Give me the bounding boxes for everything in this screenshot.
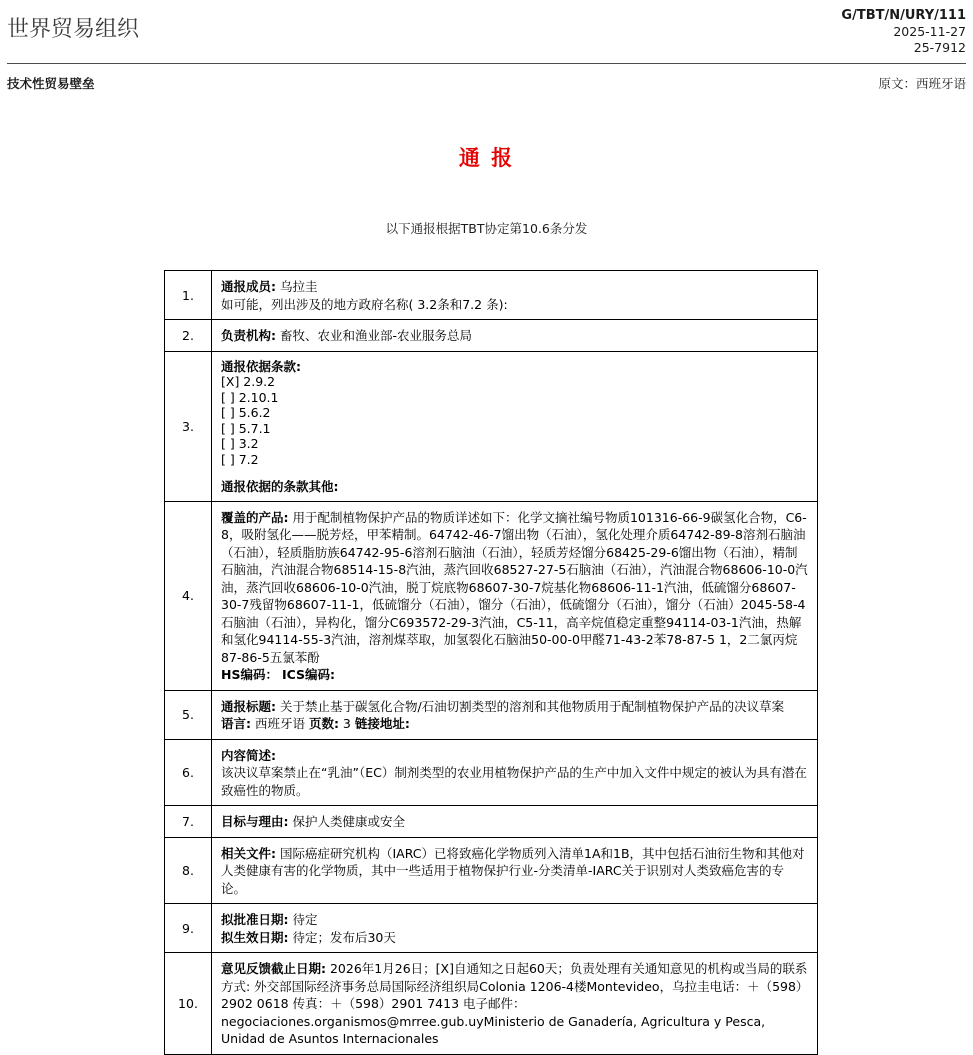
text-line: [221, 479, 808, 495]
field-value: 3: [338, 716, 355, 731]
field-value: 用于配制植物保护产品的物质详述如下：化学文摘社编号物质101316-66-9碳氢化合物，C6-8，吸附氢化——脱芳烃，甲苯精制。64742-46-7馏出物（石油），氢化处理介质64742-89-8溶剂石脑油（石油），轻质脂肪族64742-95-6溶剂石脑油（石油），轻质芳烃馏分68425-29-6馏出物（石油），精制石脑油，汽油混合物68514-15-8汽油，蒸汽回收68527-27-5石脑油（石油），汽油混合物68606-10-0汽油，蒸汽回收68606-10-0汽油，脱丁烷底物68607-30-7烷基化物68606-11-1汽油，低硫馏分68607-30-7残留物68607-11-1，低硫馏分（石油），馏分（石油），低硫馏分（石油），馏分（石油）2045-58-4石脑油（石油），异构化，馏分C693572-29-3汽油，C5-11，高辛烷值稳定重整94114-03-1汽油，热解和氢化94114-55-3汽油，溶剂煤萃取，加氢裂化石脑油50-00-0甲醛71-43-2苯78-87-5 1，2二氯丙烷87-86-5五氯苯酚: [221, 509, 808, 665]
text-line: [221, 960, 808, 1048]
field-value: 国际癌症研究机构（IARC）已将致癌化学物质列入清单1A和1B，其中包括石油衍生物和其他对人类健康有害的化学物质，其中一些适用于植物保护行业-分类清单-IARC关于识别对人类致癌危害的专论。: [221, 845, 805, 896]
field-value: [ ] 5.6.2: [221, 405, 271, 420]
field-label: 页数:: [308, 716, 339, 731]
text-line: [221, 296, 808, 314]
text-line: [221, 715, 808, 733]
page-title: 通 报: [458, 146, 515, 170]
table-row: [165, 904, 818, 953]
field-label: 拟批准日期:: [221, 912, 289, 927]
table-row: [165, 690, 818, 739]
row-number: 3.: [165, 351, 212, 501]
row-number: 10.: [165, 953, 212, 1055]
field-value: 2026年1月26日；[X]自通知之日起60天；负责处理有关通知意见的机构或当局的联系方式: 外交部国际经济事务总局国际经济组织局Colonia 1206-4楼Montevideo，乌拉圭电话：＋（598）2902 0618 传真：＋（598）2901 7413 电子邮件：negociaciones.organismos@mrree.gub.uyMinisterio de Ganadería, Agricultura y Pesca, Unidad de Asuntos Internacionales: [221, 961, 808, 1046]
field-label: 拟生效日期:: [221, 929, 289, 945]
field-label: 链接地址:: [354, 716, 410, 731]
field-value: [ ] 5.7.1: [221, 420, 271, 436]
field-label: 通报依据条款:: [221, 358, 301, 374]
field-value: 该决议草案禁止在“乳油”（EC）制剂类型的农业用植物保护产品的生产中加入文件中规定的被认为具有潜在致癌性的物质。: [221, 765, 807, 798]
field-value: 待定: [288, 912, 318, 927]
field-value: [ ] 3.2: [221, 436, 259, 451]
header-top-row: [7, 8, 966, 56]
header-sub-row: [7, 74, 966, 92]
text-line: [221, 390, 808, 406]
row-content: [212, 739, 818, 806]
table-row: [165, 351, 818, 501]
blank-line: [221, 467, 808, 479]
text-line: [221, 747, 808, 765]
row-content: [212, 501, 818, 690]
row-number: 5.: [165, 690, 212, 739]
row-content: [212, 690, 818, 739]
text-line: [221, 929, 808, 947]
distribution-note: 以下通报根据TBT协定第10.6条分发: [385, 221, 588, 236]
row-content: [212, 806, 818, 838]
text-line: [221, 764, 808, 799]
field-label: 语言:: [221, 716, 251, 731]
field-label: 通报依据的条款其他:: [221, 479, 339, 494]
text-line: [221, 405, 808, 421]
document-symbol: G/TBT/N/URY/111: [841, 8, 966, 23]
field-label: 通报成员:: [221, 279, 276, 294]
text-line: [221, 845, 808, 898]
document-date: 2025-11-27: [893, 24, 966, 39]
field-value: 西班牙语: [251, 716, 309, 731]
field-label: 意见反馈截止日期:: [221, 961, 326, 976]
document-header: [7, 8, 966, 92]
row-number: 6.: [165, 739, 212, 806]
row-number: 9.: [165, 904, 212, 953]
organization-title: 世界贸易组织: [7, 17, 140, 42]
field-label: 负责机构:: [221, 328, 276, 343]
text-line: [221, 813, 808, 831]
original-language: 原文：西班牙语: [878, 76, 966, 91]
field-value: 保护人类健康或安全: [288, 814, 405, 829]
field-label: 内容简述:: [221, 747, 276, 763]
row-number: 4.: [165, 501, 212, 690]
table-row: [165, 837, 818, 904]
row-number: 8.: [165, 837, 212, 904]
field-value: 畜牧、农业和渔业部-农业服务总局: [276, 328, 472, 343]
field-label: 目标与理由:: [221, 814, 289, 829]
row-content: [212, 351, 818, 501]
text-line: [221, 666, 808, 684]
table-row: [165, 953, 818, 1055]
row-number: 1.: [165, 271, 212, 320]
field-value: 关于禁止基于碳氢化合物/石油切割类型的溶剂和其他物质用于配制植物保护产品的决议草案: [276, 698, 785, 714]
field-value: 如可能，列出涉及的地方政府名称( 3.2条和7.2 条):: [221, 296, 508, 312]
text-line: [221, 421, 808, 437]
field-label: 覆盖的产品:: [221, 509, 289, 525]
field-label: 相关文件:: [221, 845, 276, 861]
field-label: 通报标题:: [221, 698, 276, 714]
document-number: 25-7912: [913, 40, 966, 55]
text-line: [221, 452, 808, 468]
field-value: [X] 2.9.2: [221, 374, 276, 389]
row-content: [212, 837, 818, 904]
row-content: [212, 271, 818, 320]
field-value: [ ] 2.10.1: [221, 389, 279, 405]
text-line: [221, 327, 808, 345]
text-line: [221, 278, 808, 296]
table-row: [165, 806, 818, 838]
table-row: [165, 271, 818, 320]
field-label: HS编码：: [221, 667, 278, 682]
row-number: 7.: [165, 806, 212, 838]
text-line: [221, 509, 808, 667]
text-line: [221, 436, 808, 452]
table-row: [165, 320, 818, 352]
row-content: [212, 904, 818, 953]
text-line: [221, 359, 808, 375]
row-content: [212, 320, 818, 352]
field-value: 乌拉圭: [276, 279, 318, 294]
text-line: [221, 374, 808, 390]
field-value: 待定；发布后30天: [288, 929, 396, 945]
header-divider: [7, 63, 966, 64]
text-line: [221, 698, 808, 716]
field-value: [ ] 7.2: [221, 451, 259, 467]
table-row: [165, 739, 818, 806]
table-row: [165, 501, 818, 690]
document-reference-block: [841, 8, 966, 56]
field-label: ICS编码:: [281, 667, 336, 682]
text-line: [221, 911, 808, 929]
notification-table: [164, 270, 818, 1055]
row-content: [212, 953, 818, 1055]
notification-table-body: [165, 271, 818, 1055]
row-number: 2.: [165, 320, 212, 352]
committee-title: 技术性贸易壁垒: [7, 76, 95, 91]
